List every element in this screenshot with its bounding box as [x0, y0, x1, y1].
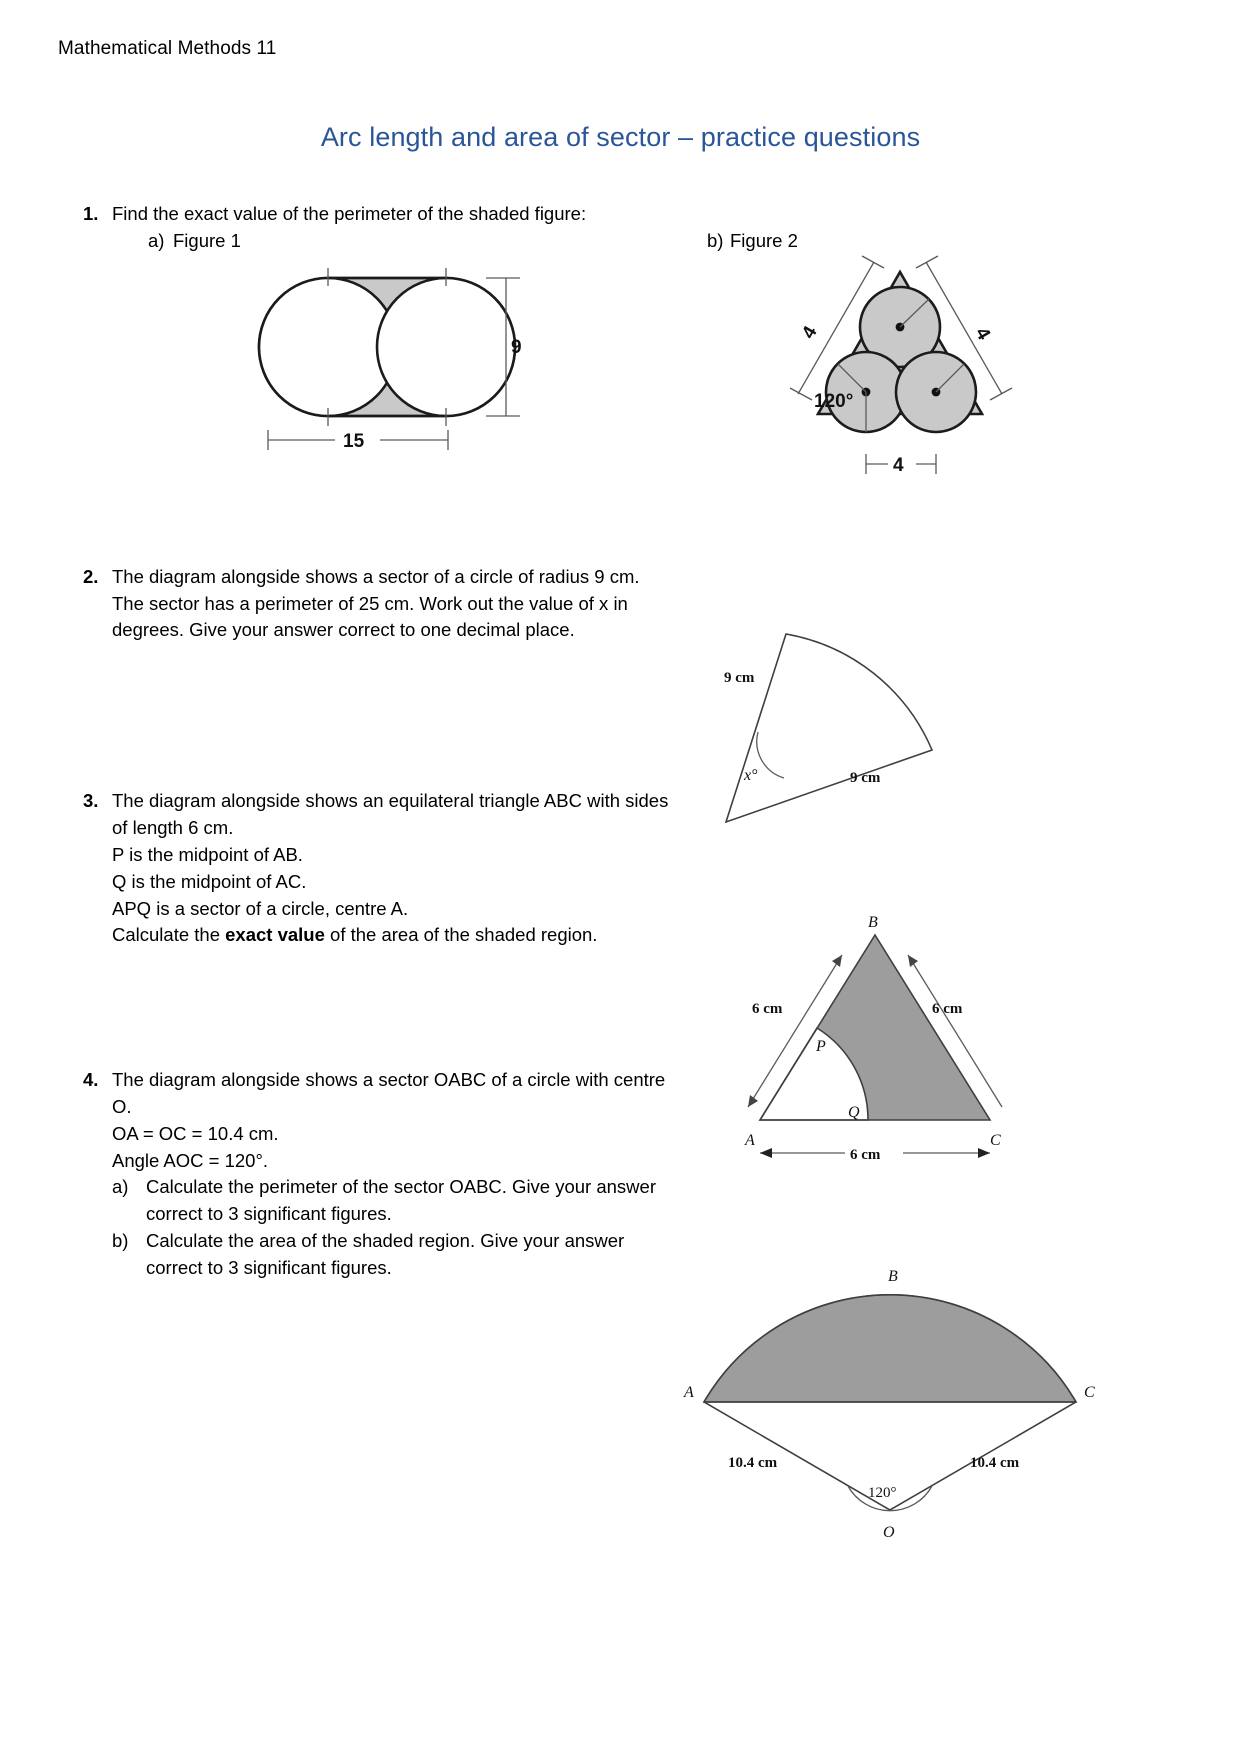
page-title: Arc length and area of sector – practice questions: [320, 122, 921, 152]
question-1: [70, 201, 1171, 252]
question-4-line-3: Angle AOC = 120°.: [112, 1149, 269, 1171]
question-1-text: Find the exact value of the perimeter of the shaded figure:: [112, 203, 587, 224]
figure-2-base-label: 4: [893, 454, 904, 476]
question-2-text: The diagram alongside shows a sector of a circle of radius 9 cm. The sector has a perimeter of 25 cm. Work out the value of x in degrees. Give your answer correct to one decimal place.: [112, 565, 640, 641]
stadium-with-two-circles-svg: [220, 258, 550, 458]
question-2: [70, 564, 1171, 644]
figure-1-diagram: [220, 258, 550, 458]
question-2-radius-label-1: 9 cm: [724, 670, 755, 686]
question-4-line-2: OA = OC = 10.4 cm.: [112, 1122, 279, 1144]
question-4-subpart-a-label: a): [112, 1176, 129, 1198]
q3-point-q: Q: [848, 1104, 860, 1121]
question-3-diagram: [690, 905, 1020, 1175]
question-1-figure-captions: [112, 230, 1171, 252]
document-header: Mathematical Methods 11: [58, 38, 277, 59]
q4-vertex-c: C: [1084, 1384, 1095, 1401]
q3-side-left-label: 6 cm: [752, 1001, 783, 1017]
figure-2-title: Figure 2: [730, 229, 798, 251]
q4-radius-left-label: 10.4 cm: [728, 1455, 778, 1471]
question-4-diagram: [680, 1245, 1100, 1545]
question-3-final-prefix: Calculate the: [112, 924, 226, 946]
question-3-final-bold: exact value: [225, 924, 325, 946]
q4-angle-label: 120°: [868, 1485, 897, 1501]
q4-centre-o: O: [883, 1524, 895, 1541]
q3-side-right-label: 6 cm: [932, 1001, 963, 1017]
figure-1-width-label: 15: [343, 430, 365, 452]
figure-2-label: b): [707, 229, 724, 251]
question-4-number: 4.: [83, 1069, 99, 1091]
question-4-subpart-a-text: Calculate the perimeter of the sector OABC. Give your answer correct to 3 significant figures.: [146, 1176, 656, 1225]
question-4-subpart-b-text: Calculate the area of the shaded region. Give your answer correct to 3 significant figures.: [146, 1230, 625, 1278]
question-3-line-3: Q is the midpoint of AC.: [112, 870, 307, 892]
equilateral-triangle-sector-svg: [690, 905, 1020, 1175]
sector-radius-9-svg: [700, 600, 1000, 860]
question-2-number: 2.: [83, 565, 99, 587]
q4-radius-right-label: 10.4 cm: [970, 1455, 1020, 1471]
question-3-final-suffix: of the area of the shaded region.: [324, 924, 598, 946]
question-3-line-4: APQ is a sector of a circle, centre A.: [112, 897, 409, 919]
figure-2-diagram: [770, 252, 1030, 502]
question-4-subpart-a: [112, 1174, 1171, 1228]
question-1-number: 1.: [83, 203, 99, 224]
question-4-line-1: The diagram alongside shows a sector OABC of a circle with centre O.: [112, 1069, 666, 1117]
question-3-number: 3.: [83, 790, 99, 812]
figure-2-left-label: 4: [798, 322, 822, 343]
question-3-final-line: [112, 922, 672, 949]
figure-1-height-label: 9: [511, 336, 522, 358]
question-2-radius-label-2: 9 cm: [850, 770, 881, 786]
q3-base-label: 6 cm: [850, 1147, 881, 1163]
figure-2-right-label: 4: [970, 323, 995, 344]
q3-vertex-a: A: [745, 1132, 755, 1149]
figure-1-label: a): [148, 229, 165, 251]
figure-2-angle-label: 120°: [814, 390, 854, 412]
q4-vertex-b: B: [888, 1268, 898, 1285]
question-2-angle-label: x°: [744, 767, 758, 784]
q3-vertex-b: B: [868, 914, 878, 931]
figure-1-caption: [112, 230, 707, 252]
sector-oabc-svg: [680, 1245, 1100, 1545]
question-3-line-2: P is the midpoint of AB.: [112, 843, 303, 865]
question-1-figures: [70, 252, 1171, 502]
q3-point-p: P: [816, 1038, 826, 1055]
figure-2-caption: [707, 230, 798, 252]
q4-vertex-a: A: [684, 1384, 694, 1401]
q3-vertex-c: C: [990, 1132, 1001, 1149]
question-2-diagram: [700, 600, 1000, 860]
question-4-subpart-b-label: b): [112, 1230, 129, 1251]
three-circles-in-triangle-svg: [770, 252, 1030, 502]
question-3-line-1: The diagram alongside shows an equilateral triangle ABC with sides of length 6 cm.: [112, 790, 669, 839]
figure-1-title: Figure 1: [173, 229, 241, 251]
